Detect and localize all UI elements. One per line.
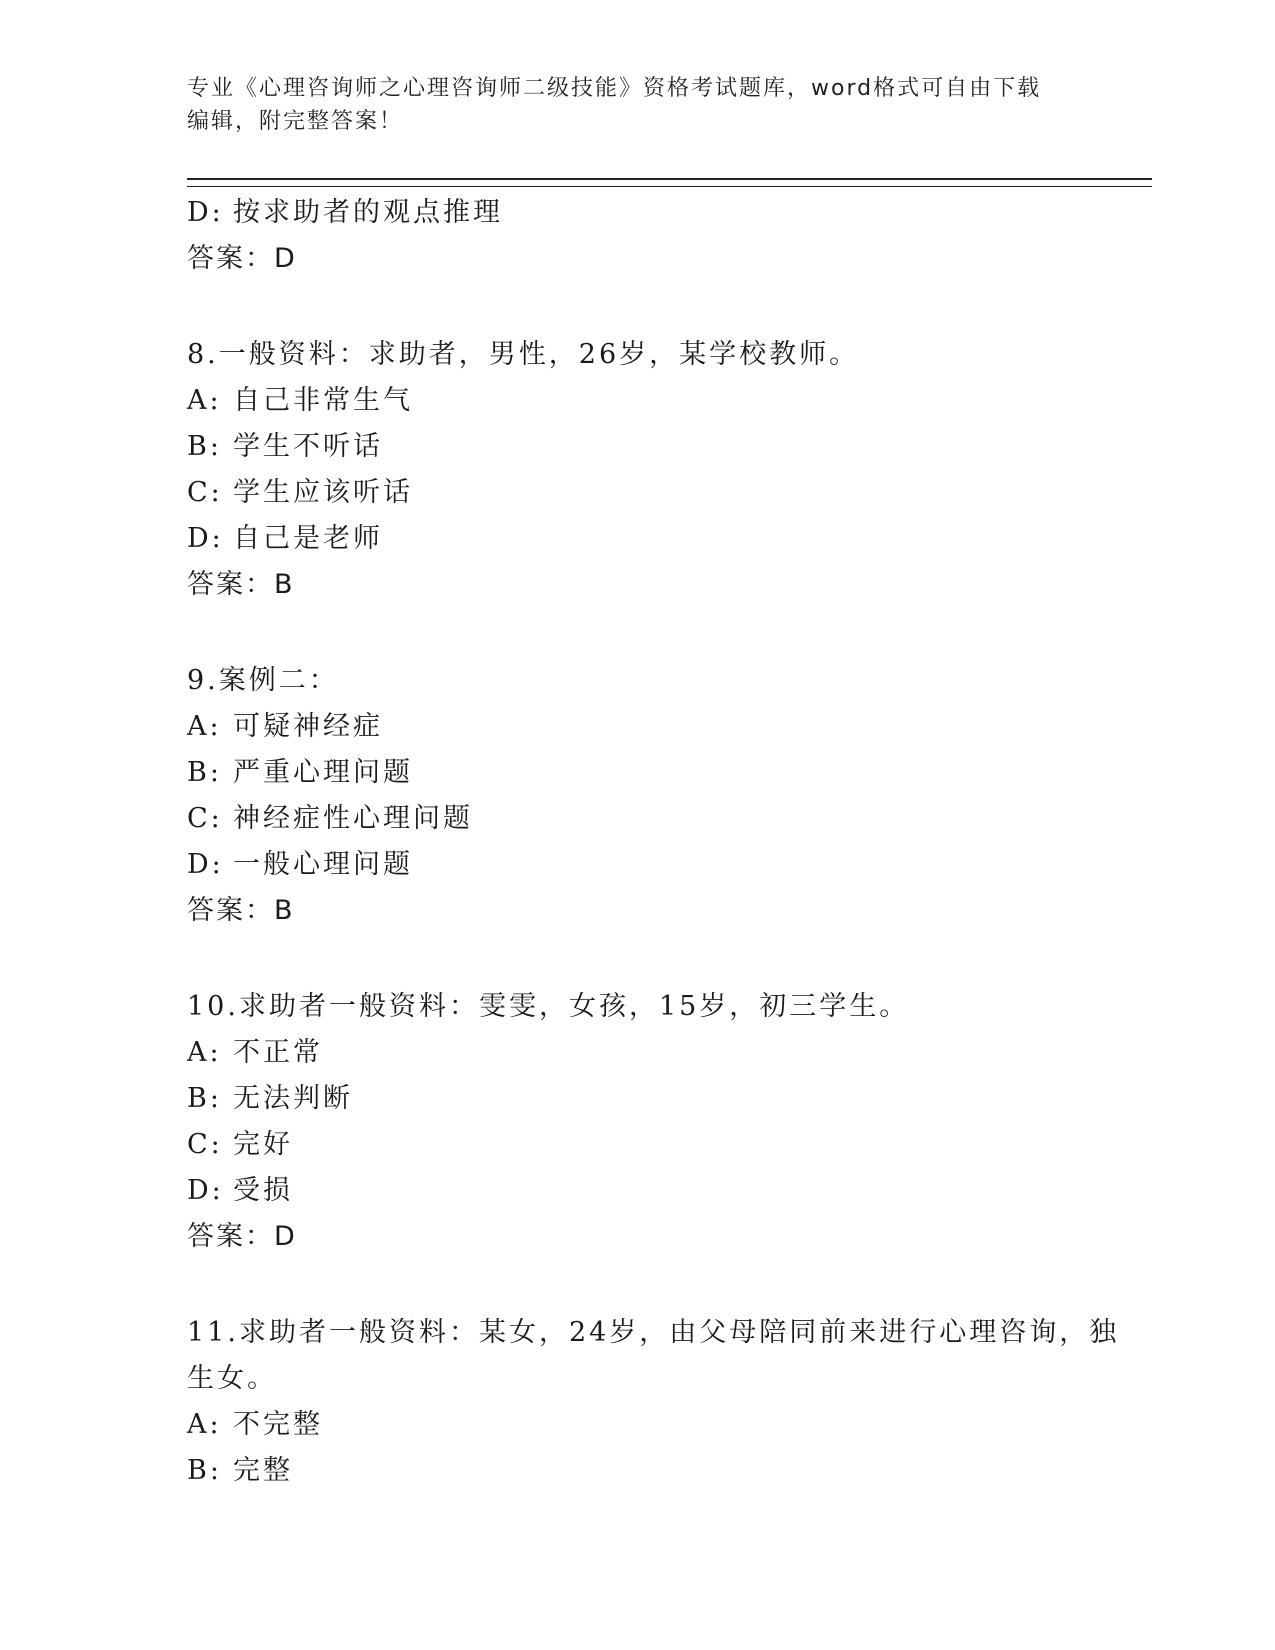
option-text: 学生应该听话 [233, 477, 413, 508]
option-a [187, 378, 1087, 424]
option-letter: D: [187, 523, 224, 554]
answer-line: 答案：B [187, 569, 295, 600]
option-c [187, 1122, 1087, 1168]
option-b [187, 1076, 1087, 1122]
option-letter: A: [187, 1037, 222, 1068]
option-text: 自己非常生气 [233, 385, 413, 416]
option-letter: A: [187, 385, 222, 416]
option-text: 不正常 [233, 1037, 323, 1068]
option-letter: B: [187, 1083, 222, 1114]
option-letter: C: [187, 477, 223, 508]
option-text: 神经症性心理问题 [233, 803, 473, 834]
question-stem: 9.案例二： [187, 665, 339, 696]
option-a [187, 1030, 1087, 1076]
question-item-10 [187, 984, 1087, 1260]
option-d [187, 190, 1087, 236]
option-a [187, 704, 1087, 750]
question-stem: 8.一般资料：求助者，男性，26岁，某学校教师。 [187, 339, 860, 370]
option-letter: D: [187, 849, 224, 880]
option-c [187, 470, 1087, 516]
question-stem: 11.求助者一般资料：某女，24岁，由父母陪同前来进行心理咨询，独 [187, 1317, 1120, 1348]
option-letter: A: [187, 1409, 222, 1440]
option-text: 一般心理问题 [233, 849, 413, 880]
option-letter: B: [187, 431, 222, 462]
document-header [187, 72, 1087, 138]
option-text: 学生不听话 [233, 431, 383, 462]
option-letter: D: [187, 1175, 224, 1206]
header-divider [187, 178, 1152, 187]
header-title-line-2: 编辑，附完整答案！ [187, 109, 404, 134]
option-text: 可疑神经症 [233, 711, 383, 742]
option-text: 受损 [233, 1175, 293, 1206]
option-c [187, 796, 1087, 842]
option-text: 自己是老师 [233, 523, 383, 554]
question-stem-continued: 生女。 [187, 1363, 277, 1394]
question-item-9 [187, 658, 1087, 934]
option-text: 无法判断 [233, 1083, 353, 1114]
option-letter: C: [187, 803, 223, 834]
option-b [187, 750, 1087, 796]
option-a [187, 1402, 1087, 1448]
answer-line: 答案：D [187, 1221, 297, 1252]
option-letter: C: [187, 1129, 223, 1160]
option-letter: B: [187, 1455, 222, 1486]
option-text: 完好 [233, 1129, 293, 1160]
option-d [187, 842, 1087, 888]
question-item-11 [187, 1310, 1120, 1494]
option-letter: D: [187, 197, 224, 228]
option-text: 完整 [233, 1455, 293, 1486]
question-list [187, 190, 1120, 1494]
option-letter: A: [187, 711, 222, 742]
option-d [187, 1168, 1087, 1214]
question-stem: 10.求助者一般资料：雯雯，女孩，15岁，初三学生。 [187, 991, 910, 1022]
option-b [187, 424, 1087, 470]
option-letter: B: [187, 757, 222, 788]
header-title-line-1: 专业《心理咨询师之心理咨询师二级技能》资格考试题库，word格式可自由下载 [187, 76, 1042, 101]
option-b [187, 1448, 1087, 1494]
option-text: 不完整 [233, 1409, 323, 1440]
option-d [187, 516, 1087, 562]
answer-line: 答案：B [187, 895, 295, 926]
option-text: 严重心理问题 [233, 757, 413, 788]
answer-line: 答案：D [187, 243, 297, 274]
question-item-8 [187, 332, 1087, 608]
option-text: 按求助者的观点推理 [233, 197, 503, 228]
